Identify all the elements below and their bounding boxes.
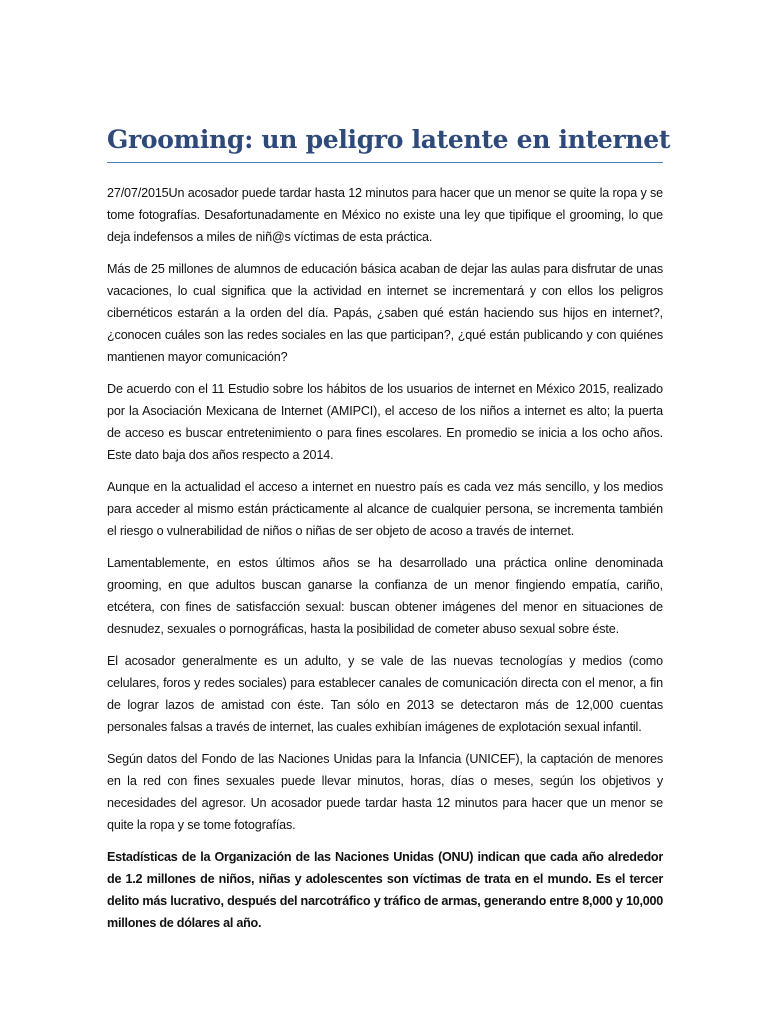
paragraph-4: Aunque en la actualidad el acceso a internet en nuestro país es cada vez más sencillo, y los medios para acceder al mismo están prácticamente al alcance de cualquier persona, se incrementa también el riesgo o vulnerabilidad de niños o niñas de ser objeto de acoso a través de internet. (107, 480, 663, 538)
paragraph-5: Lamentablemente, en estos últimos años se ha desarrollado una práctica online denominada grooming, en que adultos buscan ganarse la confianza de un menor fingiendo empatía, cariño, etcétera, con fines de satisfacción sexual: buscan obtener imágenes del menor en situaciones de desnudez, sexuales o pornográficas, hasta la posibilidad de cometer abuso sexual sobre éste. (107, 556, 663, 636)
title-underline (107, 162, 663, 163)
paragraph-6: El acosador generalmente es un adulto, y se vale de las nuevas tecnologías y medios (como celulares, foros y redes sociales) para establecer canales de comunicación directa con el menor, a fin de lograr lazos de amistad con éste. Tan sólo en 2013 se detectaron más de 12,000 cuentas personales falsas a través de internet, las cuales exhibían imágenes de explotación sexual infantil. (107, 654, 663, 734)
paragraph-7: Según datos del Fondo de las Naciones Unidas para la Infancia (UNICEF), la captación de menores en la red con fines sexuales puede llevar minutos, horas, días o meses, según los objetivos y necesidades del agresor. Un acosador puede tardar hasta 12 minutos para hacer que un menor se quite la ropa y se tome fotografías. (107, 752, 663, 832)
document-title: Grooming: un peligro latente en internet (107, 125, 671, 154)
document-page (107, 124, 671, 944)
paragraph-2: Más de 25 millones de alumnos de educación básica acaban de dejar las aulas para disfrutar de unas vacaciones, lo cual significa que la actividad en internet se incrementará y con ellos los peligros cibernéticos estarán a la orden del día. Papás, ¿saben qué están haciendo sus hijos en internet?, ¿conocen cuáles son las redes sociales en las que participan?, ¿qué están publicando y con quiénes mantienen mayor comunicación? (107, 262, 663, 364)
paragraph-8: Estadísticas de la Organización de las Naciones Unidas (ONU) indican que cada año alrededor de 1.2 millones de niños, niñas y adolescentes son víctimas de trata en el mundo. Es el tercer delito más lucrativo, después del narcotráfico y tráfico de armas, generando entre 8,000 y 10,000 millones de dólares al año. (107, 850, 663, 930)
paragraph-1: 27/07/2015Un acosador puede tardar hasta 12 minutos para hacer que un menor se quite la ropa y se tome fotografías. Desafortunadamente en México no existe una ley que tipifique el grooming, lo que deja indefensos a miles de niñ@s víctimas de esta práctica. (107, 186, 663, 244)
paragraph-3: De acuerdo con el 11 Estudio sobre los hábitos de los usuarios de internet en México 2015, realizado por la Asociación Mexicana de Internet (AMIPCI), el acceso de los niños a internet es alto; la puerta de acceso es buscar entretenimiento o para fines escolares. En promedio se inicia a los ocho años. Este dato baja dos años respecto a 2014. (107, 382, 663, 462)
